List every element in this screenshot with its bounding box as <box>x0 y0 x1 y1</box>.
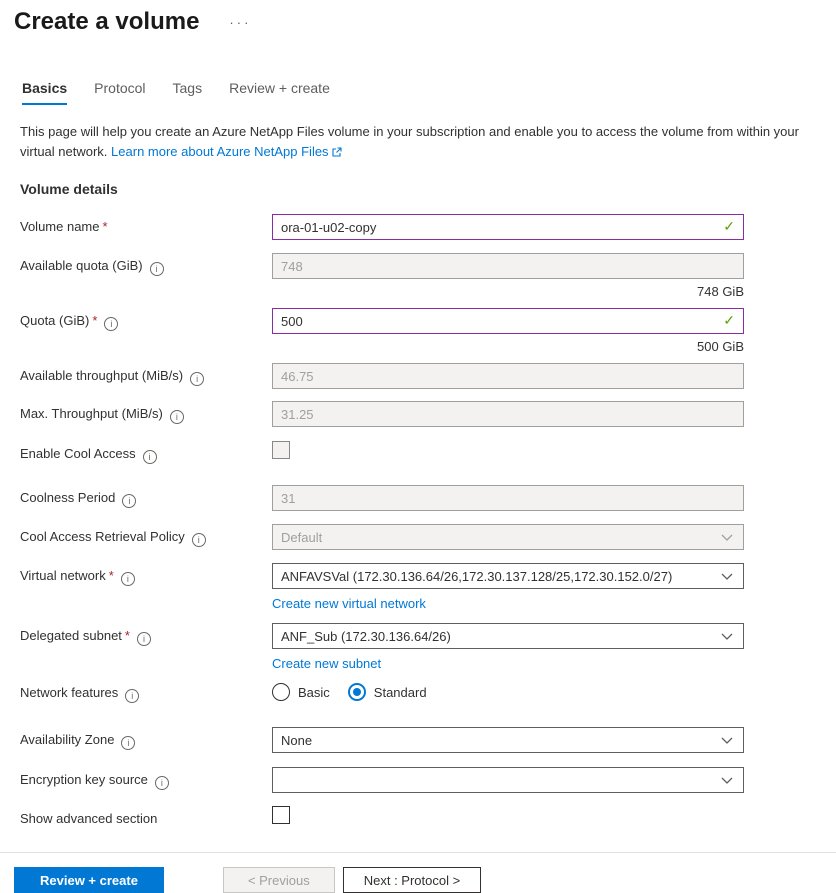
radio-basic-circle[interactable] <box>272 683 290 701</box>
info-icon[interactable]: i <box>155 776 169 790</box>
delegated-subnet-dropdown[interactable] <box>272 623 744 649</box>
chevron-down-icon <box>721 530 733 545</box>
required-marker: * <box>108 568 114 583</box>
valid-checkmark-icon: ✓ <box>723 218 735 234</box>
required-marker: * <box>124 628 130 643</box>
show-advanced-row <box>20 806 836 827</box>
radio-standard-label: Standard <box>373 684 427 700</box>
info-icon[interactable]: i <box>121 736 135 750</box>
required-marker: * <box>102 219 108 234</box>
radio-standard-circle[interactable] <box>348 683 366 701</box>
info-icon[interactable]: i <box>125 689 139 703</box>
show-advanced-checkbox[interactable] <box>272 806 290 824</box>
cool-access-retrieval-policy-label: Cool Access Retrieval Policy <box>20 529 185 544</box>
coolness-period-field <box>272 485 744 511</box>
available-throughput-field <box>272 363 744 389</box>
page-header <box>0 8 836 36</box>
learn-more-link[interactable]: Learn more about Azure NetApp Files <box>111 143 329 159</box>
volume-name-input[interactable] <box>272 214 744 240</box>
volume-name-row <box>20 214 836 240</box>
radio-basic-label: Basic <box>298 684 330 700</box>
max-throughput-input <box>272 401 744 427</box>
max-throughput-label: Max. Throughput (MiB/s) <box>20 406 163 421</box>
available-throughput-label: Available throughput (MiB/s) <box>20 368 184 383</box>
available-quota-row <box>20 253 836 299</box>
virtual-network-row <box>20 563 836 611</box>
intro-paragraph <box>20 122 806 162</box>
next-protocol-button[interactable]: Next : Protocol > <box>343 867 481 893</box>
quota-label: Quota (GiB) <box>20 313 90 328</box>
enable-cool-access-label: Enable Cool Access <box>20 446 136 461</box>
encryption-key-source-row <box>20 767 836 793</box>
network-features-label: Network features <box>20 685 119 700</box>
coolness-period-row <box>20 485 836 511</box>
availability-zone-row <box>20 727 836 753</box>
available-quota-field <box>272 253 744 279</box>
available-throughput-input <box>272 363 744 389</box>
info-icon[interactable]: i <box>122 494 136 508</box>
encryption-key-source-dropdown[interactable] <box>272 767 744 793</box>
valid-checkmark-icon: ✓ <box>723 312 735 328</box>
max-throughput-row <box>20 401 836 427</box>
enable-cool-access-row <box>20 441 836 464</box>
tab-protocol[interactable]: Protocol <box>94 80 146 96</box>
more-options-icon[interactable]: ··· <box>229 14 252 30</box>
available-quota-helper: 748 GiB <box>697 284 744 299</box>
info-icon[interactable]: i <box>190 372 204 386</box>
cool-access-retrieval-policy-row <box>20 524 836 550</box>
cool-access-retrieval-policy-dropdown <box>272 524 744 550</box>
quota-field <box>272 308 744 334</box>
availability-zone-dropdown[interactable] <box>272 727 744 753</box>
tab-tags[interactable]: Tags <box>172 80 203 96</box>
coolness-period-label: Coolness Period <box>20 490 116 505</box>
chevron-down-icon <box>721 569 733 584</box>
wizard-tabs <box>22 80 836 105</box>
create-new-virtual-network-link[interactable]: Create new virtual network <box>272 596 426 611</box>
quota-helper: 500 GiB <box>697 339 744 354</box>
dropdown-value: Default <box>281 529 323 545</box>
available-quota-input <box>272 253 744 279</box>
info-icon[interactable]: i <box>137 632 151 646</box>
network-features-row <box>20 680 836 703</box>
quota-row <box>20 308 836 354</box>
info-icon[interactable]: i <box>150 262 164 276</box>
intro-text: This page will help you create an Azure NetApp Files volume in your subscription and enable you to access the volume from within your virtual network. <box>20 124 799 159</box>
dropdown-value: ANF_Sub (172.30.136.64/26) <box>281 628 451 644</box>
available-throughput-row <box>20 363 836 389</box>
network-features-radio-group <box>272 680 744 701</box>
tab-basics[interactable]: Basics <box>22 80 67 105</box>
info-icon[interactable]: i <box>170 410 184 424</box>
volume-name-label: Volume name <box>20 219 100 234</box>
info-icon[interactable]: i <box>143 450 157 464</box>
page-title: Create a volume <box>14 8 200 35</box>
review-create-button[interactable]: Review + create <box>14 867 164 893</box>
basics-form <box>0 214 836 827</box>
dropdown-value: ANFAVSVal (172.30.136.64/26,172.30.137.128/25,172.30.152.0/27) <box>281 568 673 584</box>
tab-review-create[interactable]: Review + create <box>229 80 330 96</box>
footer-actions <box>0 853 836 893</box>
delegated-subnet-row <box>20 623 836 671</box>
previous-button: < Previous <box>223 867 335 893</box>
radio-basic[interactable] <box>272 683 330 701</box>
delegated-subnet-label: Delegated subnet <box>20 628 122 643</box>
volume-name-field <box>272 214 744 240</box>
info-icon[interactable]: i <box>121 572 135 586</box>
chevron-down-icon <box>721 773 733 788</box>
max-throughput-field <box>272 401 744 427</box>
chevron-down-icon <box>721 629 733 644</box>
radio-standard[interactable] <box>348 683 427 701</box>
virtual-network-label: Virtual network <box>20 568 106 583</box>
info-icon[interactable]: i <box>104 317 118 331</box>
external-link-icon <box>332 145 342 160</box>
availability-zone-label: Availability Zone <box>20 732 115 747</box>
encryption-key-source-label: Encryption key source <box>20 772 148 787</box>
coolness-period-input <box>272 485 744 511</box>
virtual-network-dropdown[interactable] <box>272 563 744 589</box>
enable-cool-access-checkbox <box>272 441 290 459</box>
create-new-subnet-link[interactable]: Create new subnet <box>272 656 382 671</box>
volume-details-heading: Volume details <box>20 181 118 197</box>
available-quota-label: Available quota (GiB) <box>20 258 143 273</box>
required-marker: * <box>92 313 98 328</box>
chevron-down-icon <box>721 733 733 748</box>
dropdown-value: None <box>281 732 313 748</box>
quota-input[interactable] <box>272 308 744 334</box>
info-icon[interactable]: i <box>192 533 206 547</box>
show-advanced-label: Show advanced section <box>20 811 158 826</box>
